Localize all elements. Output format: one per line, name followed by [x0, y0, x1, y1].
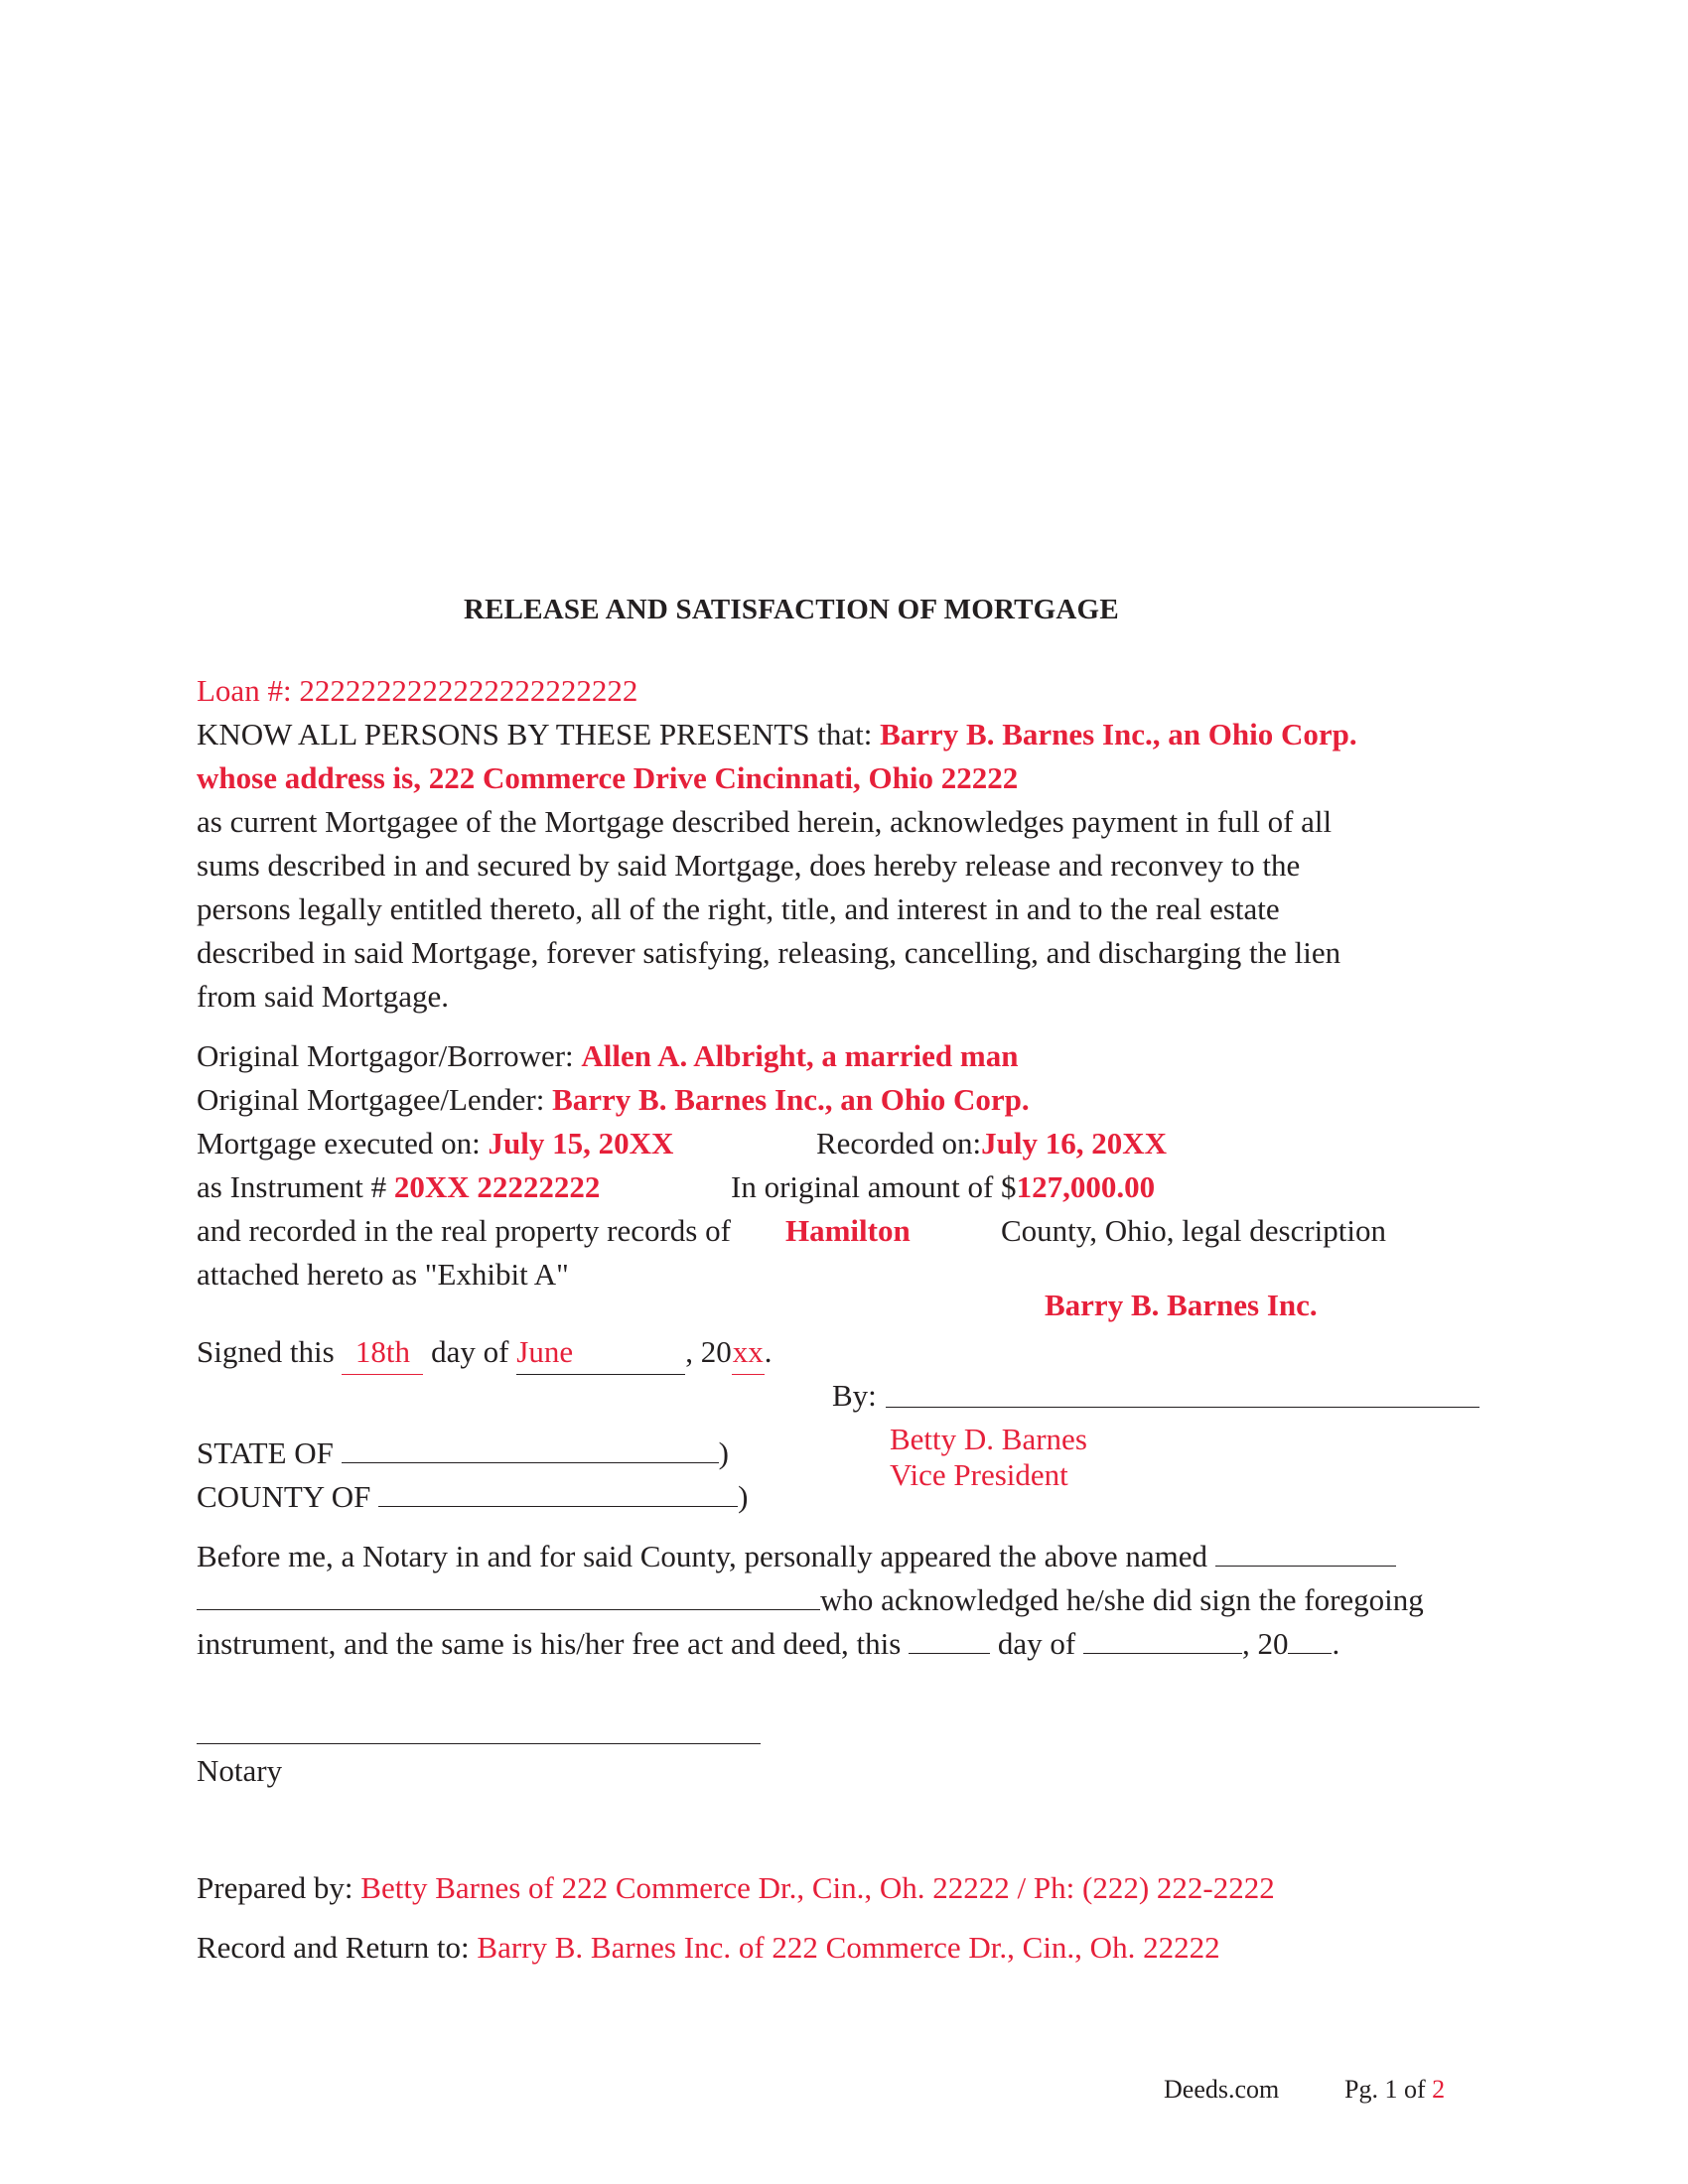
amount-line [731, 1165, 1155, 1209]
know-all-text: KNOW ALL PERSONS BY THESE PRESENTS that: [197, 717, 873, 751]
named-blank-2 [197, 1579, 820, 1610]
signed-period: . [764, 1334, 773, 1369]
county-value: Hamilton [785, 1213, 911, 1248]
footer-site: Deeds.com [1164, 2075, 1280, 2104]
notary-line-2 [197, 1578, 1424, 1622]
loan-number: 2222222222222222222222 [299, 673, 638, 708]
prepared-line [197, 1866, 1275, 1910]
notary-text-3c: , 20 [1241, 1626, 1289, 1661]
county-suffix: County, Ohio, legal description [1001, 1213, 1387, 1248]
return-value: Barry B. Barnes Inc. of 222 Commerce Dr., Cin., Oh. 22222 [477, 1930, 1220, 1965]
notary-year-blank [1288, 1623, 1332, 1654]
know-all-line [197, 713, 1357, 756]
body-line: described in said Mortgage, forever satisfying, releasing, cancelling, and discharging the lien [197, 935, 1341, 970]
mortgagee-name: Barry B. Barnes Inc., an Ohio Corp. [880, 717, 1357, 751]
state-label: STATE OF [197, 1435, 334, 1470]
county-line [197, 1475, 748, 1519]
records-label: and recorded in the real property records of [197, 1213, 731, 1248]
notary-line-1 [197, 1535, 1396, 1578]
day-value: 18th [342, 1330, 423, 1375]
state-line [197, 1432, 729, 1475]
notary-text-3a: instrument, and the same is his/her free act and deed, this [197, 1626, 902, 1661]
signed-this: Signed this [197, 1334, 335, 1369]
page-number [1344, 2075, 1445, 2105]
executed-label: Mortgage executed on: [197, 1126, 481, 1160]
notary-label: Notary [197, 1753, 283, 1788]
year-prefix: , 20 [685, 1334, 732, 1369]
return-line [197, 1926, 1220, 1970]
page-label: Pg. 1 of [1344, 2075, 1426, 2104]
county-label: COUNTY OF [197, 1479, 371, 1514]
mortgagee-address: whose address is, 222 Commerce Drive Cincinnati, Ohio 22222 [197, 760, 1019, 795]
instrument-value: 20XX 22222222 [393, 1169, 601, 1204]
body-line: persons legally entitled thereto, all of the right, title, and interest in and to the real estate [197, 891, 1280, 926]
lender-value: Barry B. Barnes Inc., an Ohio Corp. [552, 1082, 1030, 1117]
instrument-line [197, 1165, 600, 1209]
notary-text-3b: day of [997, 1626, 1076, 1661]
notary-text-2: who acknowledged he/she did sign the foregoing [820, 1582, 1424, 1617]
signed-line [197, 1330, 773, 1375]
amount-value: 127,000.00 [1016, 1169, 1156, 1204]
by-label: By: [832, 1378, 877, 1413]
state-blank [342, 1433, 719, 1463]
borrower-value: Allen A. Albright, a married man [581, 1038, 1019, 1073]
notary-signature-line [197, 1743, 761, 1744]
executed-value: July 15, 20XX [488, 1126, 674, 1160]
lender-line [197, 1078, 1030, 1122]
signer-name: Betty D. Barnes [890, 1422, 1087, 1456]
named-blank [1215, 1536, 1396, 1567]
notary-month-blank [1083, 1623, 1242, 1654]
notary-text-3d: . [1332, 1626, 1340, 1661]
day-of: day of [431, 1334, 509, 1369]
state-paren: ) [718, 1435, 729, 1470]
recorded-label: Recorded on: [816, 1126, 982, 1160]
executed-line [197, 1122, 673, 1165]
loan-line [197, 669, 637, 713]
recorded-line [816, 1122, 1167, 1165]
signing-company: Barry B. Barnes Inc. [1045, 1288, 1318, 1322]
month-value: June [516, 1330, 685, 1375]
prepared-label: Prepared by: [197, 1870, 353, 1905]
notary-line-3 [197, 1622, 1339, 1666]
lender-label: Original Mortgagee/Lender: [197, 1082, 545, 1117]
body-line: as current Mortgagee of the Mortgage described herein, acknowledges payment in full of all [197, 804, 1333, 839]
body-line: from said Mortgage. [197, 979, 449, 1014]
page-total: 2 [1432, 2075, 1446, 2104]
recorded-value: July 16, 20XX [981, 1126, 1168, 1160]
borrower-label: Original Mortgagor/Borrower: [197, 1038, 574, 1073]
borrower-line [197, 1034, 1018, 1078]
body-line: sums described in and secured by said Mortgage, does hereby release and reconvey to the [197, 848, 1301, 883]
signer-title: Vice President [890, 1457, 1068, 1492]
loan-label: Loan #: [197, 673, 292, 708]
prepared-value: Betty Barnes of 222 Commerce Dr., Cin., Oh. 22222 / Ph: (222) 222-2222 [360, 1870, 1275, 1905]
signature-line [886, 1407, 1479, 1408]
year-value: xx [732, 1330, 765, 1375]
instrument-label: as Instrument # [197, 1169, 387, 1204]
return-label: Record and Return to: [197, 1930, 470, 1965]
records-line [197, 1209, 731, 1253]
notary-day-blank [909, 1623, 990, 1654]
amount-label: In original amount of $ [731, 1169, 1017, 1204]
county-blank [378, 1476, 738, 1507]
county-paren: ) [738, 1479, 749, 1514]
notary-text-1: Before me, a Notary in and for said County, personally appeared the above named [197, 1539, 1208, 1573]
exhibit-text: attached hereto as "Exhibit A" [197, 1257, 569, 1292]
document-title: RELEASE AND SATISFACTION OF MORTGAGE [464, 594, 1119, 625]
